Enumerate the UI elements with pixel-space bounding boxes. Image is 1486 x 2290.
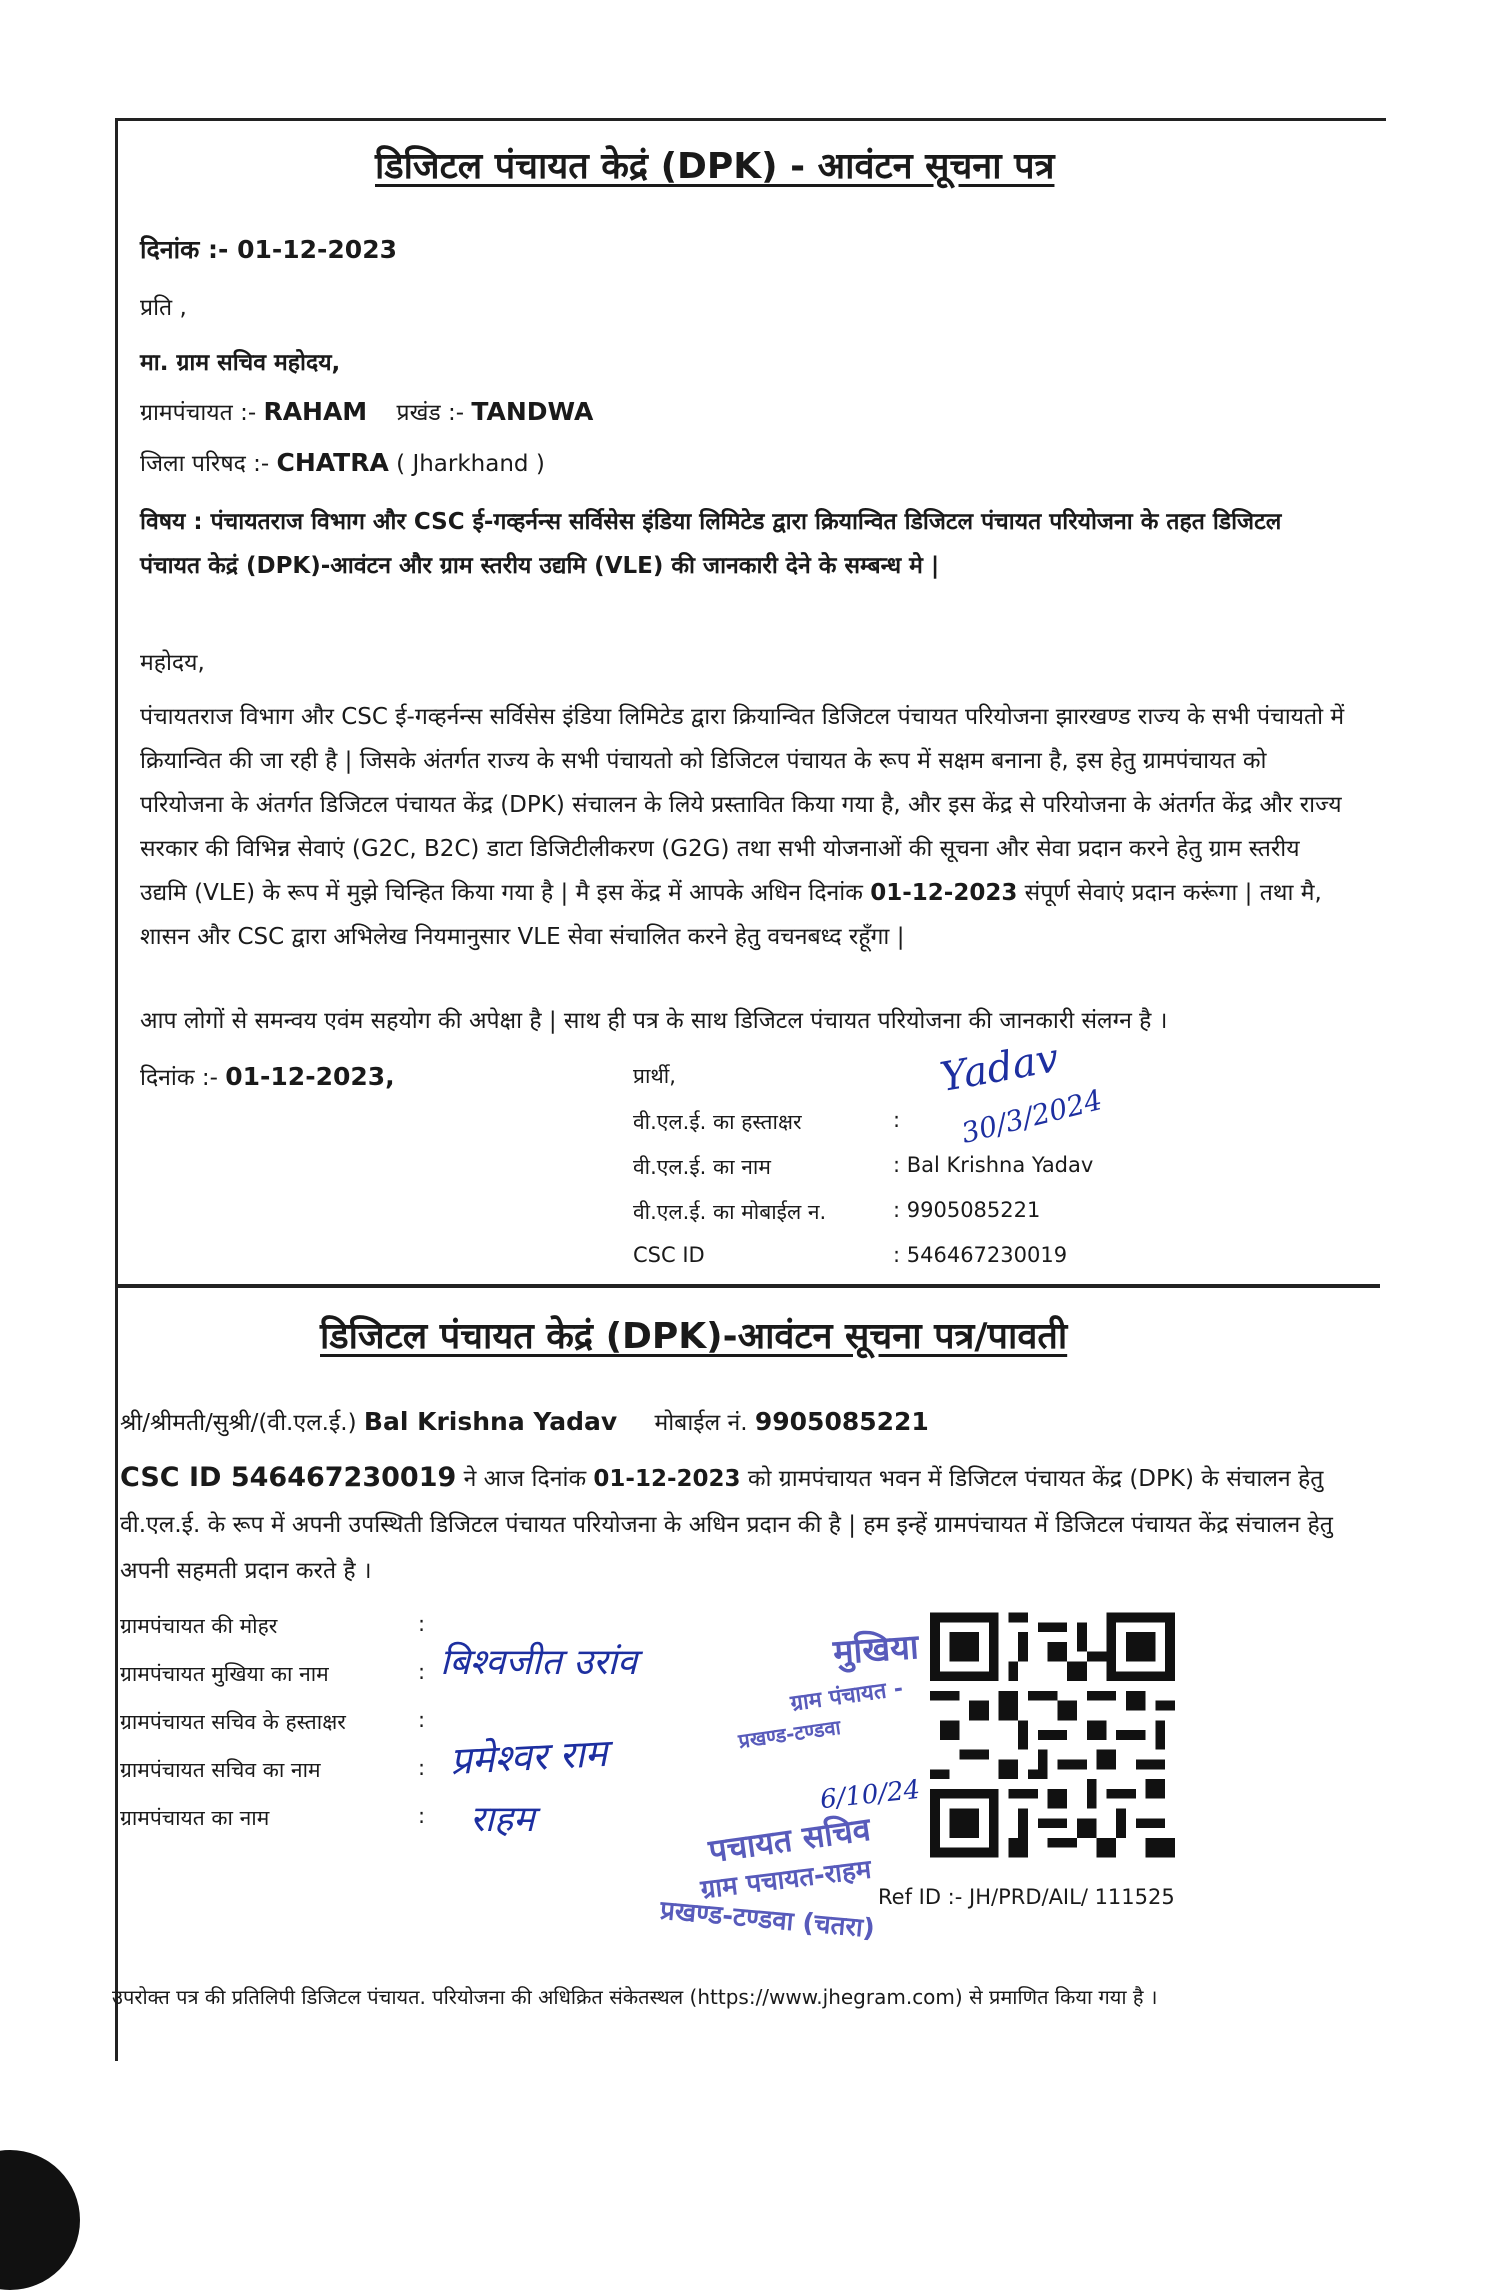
addressee: मा. ग्राम सचिव महोदय, — [140, 350, 341, 376]
gram-panchayat-value: RAHAM — [263, 397, 368, 426]
sign-date — [140, 1060, 395, 1092]
vle-signature-colon: : — [893, 1108, 901, 1132]
vle-name-line — [120, 1405, 929, 1437]
vle-name-label: वी.एल.ई. का नाम — [633, 1155, 771, 1179]
subject: विषय : पंचायतराज विभाग और CSC ई-गव्हर्नन्स सर्विसेस इंडिया लिमिटेड द्वारा क्रियान्वित डिजिटल पंचायत परियोजना के तहत डिजिटल पंचायत केद्रं (DPK)-आवंटन और ग्राम स्तरीय उद्यमि (VLE) की जानकारी देने के सम्बन्ध मे | — [140, 509, 1282, 579]
receipt-body — [120, 1455, 1360, 1594]
stamp-line-2: ग्राम पंचायत - — [789, 1676, 905, 1717]
gram-name-colon: : — [418, 1804, 426, 1828]
mukhiya-colon: : — [418, 1660, 426, 1684]
csc-id-label: CSC ID — [633, 1243, 705, 1267]
stamp-line-5: ग्राम पचायत-राहम — [699, 1854, 873, 1906]
sachiv-sign-colon: : — [418, 1708, 426, 1732]
receipt-text-2: को ग्रामपंचायत भवन में डिजिटल पंचायत केंद्र (DPK) के संचालन हेतु वी.एल.ई. के रूप में अपनी उपस्थिती डिजिटल पंचायत परियोजना के अधिन प्रदान की है | हम इन्हें ग्रामपंचायत में डिजिटल पंचायत केंद्र संचालन हेतु अपनी सहमती प्रदान करते है । — [120, 1466, 1333, 1584]
receipt-date: 01-12-2023 — [593, 1466, 741, 1492]
sachiv-sign-date: 6/10/24 — [818, 1774, 922, 1816]
vle-name-prefix: श्री/श्रीमती/सुश्री/(वी.एल.ई.) — [120, 1410, 357, 1436]
gram-name-handwritten: राहम — [470, 1799, 535, 1840]
stamp-line-1: मुखिया — [831, 1627, 920, 1673]
gram-name-label: ग्रामपंचायत का नाम — [120, 1806, 270, 1830]
sachiv-name-colon: : — [418, 1756, 426, 1780]
sachiv-name-label: ग्रामपंचायत सचिव का नाम — [120, 1758, 321, 1782]
prakhand-value: TANDWA — [471, 397, 594, 426]
vle-name-value: : Bal Krishna Yadav — [893, 1153, 1094, 1177]
greeting: महोदय, — [140, 650, 205, 676]
mukhiya-label: ग्रामपंचायत मुखिया का नाम — [120, 1662, 329, 1686]
mukhiya-name-handwritten: बिश्वजीत उरांव — [440, 1642, 637, 1683]
gram-panchayat-label: ग्रामपंचायत :- — [140, 400, 257, 426]
receipt-mobile-value: 9905085221 — [754, 1407, 929, 1436]
vle-signature-date: 30/3/2024 — [958, 1083, 1106, 1150]
sachiv-name-handwritten: प्रमेश्वर राम — [449, 1730, 609, 1784]
zila-state: ( Jharkhand ) — [396, 451, 545, 477]
sign-date-label: दिनांक :- — [140, 1065, 218, 1091]
body-text-2: संपूर्ण सेवाएं प्रदान करूंगा | तथा मै, शासन और CSC द्वारा अभिलेख नियमानुसार VLE सेवा संचालित करने हेतु वचनबध्द रहूँगा | — [140, 880, 1322, 950]
letter-body — [140, 695, 1350, 959]
vle-mobile-label: वी.एल.ई. का मोबाईल न. — [633, 1200, 827, 1224]
zila-line — [140, 446, 545, 478]
receipt-text-1: ने आज दिनांक — [463, 1466, 587, 1492]
applicant-label: प्रार्थी, — [633, 1064, 676, 1088]
csc-id-value: : 546467230019 — [893, 1243, 1068, 1267]
prakhand-label: प्रखंड :- — [396, 400, 465, 426]
sachiv-sign-label: ग्रामपंचायत सचिव के हस्ताक्षर — [120, 1710, 346, 1734]
qr-code — [930, 1605, 1175, 1865]
sign-date-value: 01-12-2023, — [225, 1062, 395, 1091]
scan-edge-shadow — [0, 2150, 80, 2290]
to-label: प्रति , — [140, 295, 187, 321]
receipt-title: डिजिटल पंचायत केद्रं (DPK)-आवंटन सूचना पत्र/पावती — [320, 1316, 1068, 1357]
ref-id: Ref ID :- JH/PRD/AIL/ 111525 — [878, 1885, 1175, 1909]
seal-colon: : — [418, 1612, 426, 1636]
footer-note: उपरोक्त पत्र की प्रतिलिपी डिजिटल पंचायत. परियोजना की अधिक्रित संकेतस्थल (https://www.jhegram.com) से प्रमाणित किया गया है । — [112, 1985, 1158, 2009]
vle-signature: Yadav — [936, 1034, 1063, 1102]
body-text-1: पंचायतराज विभाग और CSC ई-गव्हर्नन्स सर्विसेस इंडिया लिमिटेड द्वारा क्रियान्वित डिजिटल पंचायत परियोजना झारखण्ड राज्य के सभी पंचायतो में क्रियान्वित की जा रही है | जिसके अंतर्गत राज्य के सभी पंचायतो को डिजिटल पंचायत के रूप में सक्षम बनाना है, इस हेतु ग्रामपंचायत को परियोजना के अंतर्गत डिजिटल पंचायत केंद्र (DPK) संचालन के लिये प्रस्तावित किया गया है, और इस केंद्र से परियोजना के अंतर्गत केंद्र और राज्य सरकार की विभिन्न सेवाएं (G2C, B2C) डाटा डिजिटीलीकरण (G2G) तथा सभी योजनाओं की सूचना और सेवा प्रदान करने हेतु ग्राम स्तरीय उद्यमि (VLE) के रूप में मुझे चिन्हित किया गया है | मै इस केंद्र में आपके अधिन दिनांक — [140, 704, 1345, 906]
gram-panchayat-line — [140, 395, 593, 427]
stamp-line-4: पचायत सचिव — [706, 1809, 873, 1871]
closing-line: आप लोगों से समन्वय एवंम सहयोग की अपेक्षा है | साथ ही पत्र के साथ डिजिटल पंचायत परियोजना की जानकारी संलग्न है । — [140, 1008, 1168, 1034]
letter-title: डिजिटल पंचायत केद्रं (DPK) - आवंटन सूचना पत्र — [375, 146, 1055, 187]
receipt-csc-id: CSC ID 546467230019 — [120, 1462, 457, 1493]
body-date: 01-12-2023 — [870, 880, 1018, 906]
receipt-vle-name: Bal Krishna Yadav — [363, 1407, 618, 1436]
seal-label: ग्रामपंचायत की मोहर — [120, 1614, 278, 1638]
vle-signature-label: वी.एल.ई. का हस्ताक्षर — [633, 1110, 802, 1134]
receipt-mobile-label: मोबाईल नं. — [654, 1410, 748, 1436]
section-divider — [118, 1284, 1380, 1288]
letter-date: दिनांक :- 01-12-2023 — [140, 235, 397, 264]
vle-mobile-value: : 9905085221 — [893, 1198, 1041, 1222]
stamp-line-3: प्रखण्ड-टण्डवा — [736, 1714, 843, 1754]
stamp-line-6: प्रखण्ड-टण्डवा (चतरा) — [658, 1895, 876, 1945]
zila-value: CHATRA — [276, 448, 389, 477]
zila-label: जिला परिषद :- — [140, 451, 270, 477]
